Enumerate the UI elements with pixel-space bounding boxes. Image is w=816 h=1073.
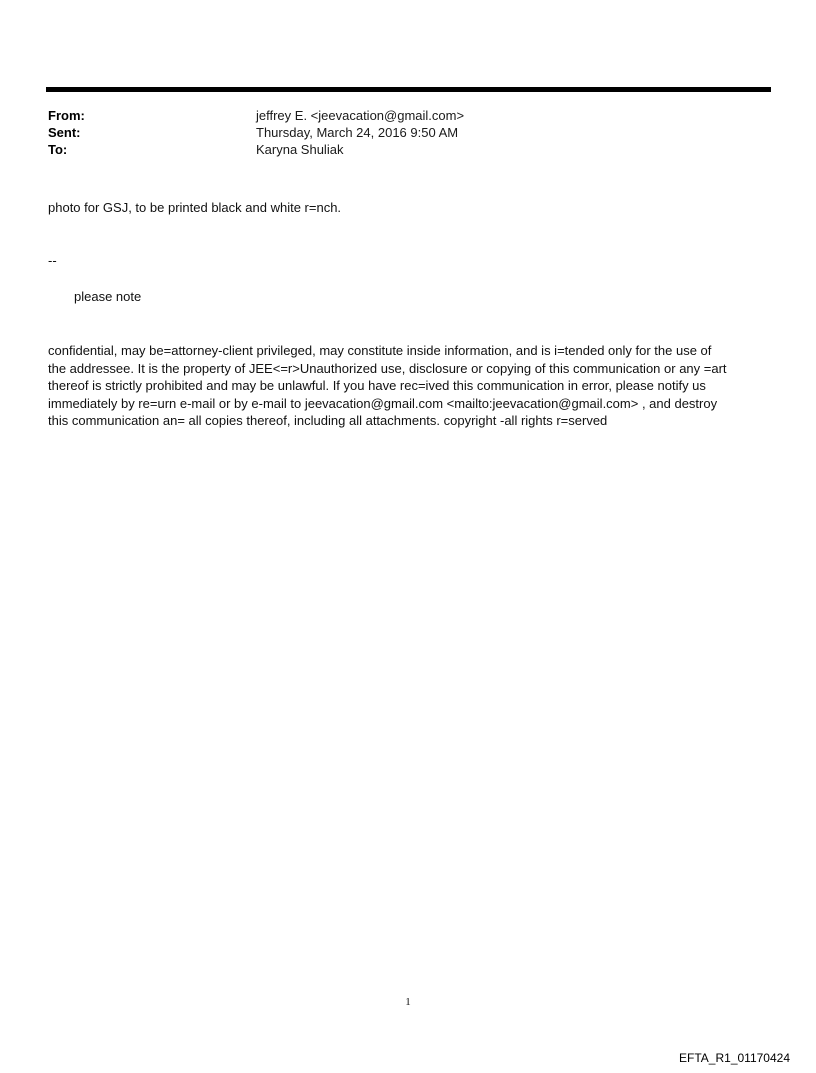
disclaimer-line: the addressee. It is the property of JEE<=r>Unauthorized use, disclosure or copying of this communication or any =art (48, 360, 727, 376)
from-value: jeffrey E. <jeevacation@gmail.com> (256, 108, 465, 123)
to-row (48, 141, 768, 158)
document-id: EFTA_R1_01170424 (679, 1051, 790, 1065)
sent-row (48, 124, 768, 141)
from-row (48, 107, 768, 124)
to-label: To: (48, 142, 68, 157)
disclaimer-line: immediately by re=urn e-mail or by e-mail to jeevacation@gmail.com <mailto:jeevacation@gmail.com> , and destroy (48, 395, 718, 411)
signature-separator: -- (48, 253, 57, 268)
confidentiality-disclaimer (48, 342, 768, 430)
disclaimer-line: confidential, may be=attorney-client privileged, may constitute inside information, and is i=tended only for the use of (48, 343, 712, 358)
disclaimer-line: this communication an= all copies thereof, including all attachments. copyright -all rights r=served (48, 413, 608, 428)
page-number: 1 (405, 996, 411, 1008)
sent-value: Thursday, March 24, 2016 9:50 AM (256, 125, 459, 140)
note-text: please note (74, 289, 142, 304)
header-divider (46, 87, 771, 92)
from-label: From: (48, 108, 85, 123)
sent-label: Sent: (48, 125, 81, 140)
to-value: Karyna Shuliak (256, 142, 344, 157)
disclaimer-line: thereof is strictly prohibited and may be unlawful. If you have rec=ived this communication in error, please notify us (48, 378, 706, 393)
email-header (48, 107, 768, 158)
message-text: photo for GSJ, to be printed black and white r=nch. (48, 200, 342, 215)
